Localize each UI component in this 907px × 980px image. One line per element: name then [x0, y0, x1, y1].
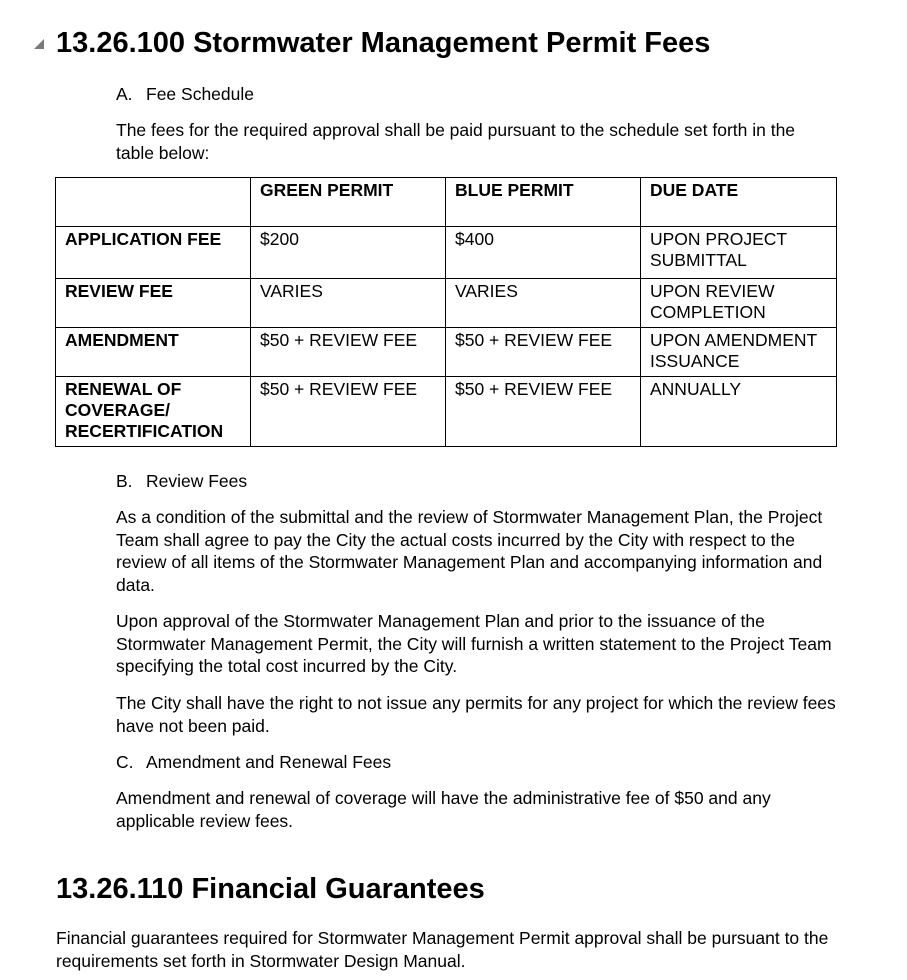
column-header: DUE DATE [641, 178, 837, 227]
table-cell: $400 [446, 227, 641, 279]
fee-schedule-table [55, 177, 837, 447]
row-label: APPLICATION FEE [56, 227, 251, 279]
table-cell: UPON AMENDMENT ISSUANCE [641, 328, 837, 377]
table-cell: $200 [251, 227, 446, 279]
table-row [56, 227, 837, 279]
table-cell: $50 + REVIEW FEE [251, 328, 446, 377]
row-label: AMENDMENT [56, 328, 251, 377]
subsection-letter: C. [116, 752, 134, 772]
subsection-c-heading [116, 751, 391, 773]
table-cell: UPON PROJECT SUBMITTAL [641, 227, 837, 279]
table-row [56, 279, 837, 328]
amendment-fees-paragraph: Amendment and renewal of coverage will have the administrative fee of $50 and any applicable review fees. [116, 788, 771, 831]
table-row [56, 377, 837, 447]
fee-intro-paragraph: The fees for the required approval shall be paid pursuant to the schedule set forth in the table below: [116, 120, 796, 163]
subsection-b-heading [116, 470, 247, 492]
table-cell: ANNUALLY [641, 377, 837, 447]
column-header: GREEN PERMIT [251, 178, 446, 227]
subsection-title: Review Fees [146, 471, 248, 491]
financial-guarantees-paragraph: Financial guarantees required for Stormwater Management Permit approval shall be pursuant to the requirements set forth in Stormwater Design Manual. [56, 928, 829, 971]
table-cell: $50 + REVIEW FEE [446, 328, 641, 377]
review-fees-paragraph: As a condition of the submittal and the review of Stormwater Management Plan, the Project Team shall agree to pay the City the actual costs incurred by the City with respect to the review of all items of the Stormwater Management Plan and accompanying information and data. [116, 507, 823, 596]
subsection-letter: B. [116, 471, 133, 491]
table-row [56, 328, 837, 377]
table-cell: $50 + REVIEW FEE [446, 377, 641, 447]
table-cell: UPON REVIEW COMPLETION [641, 279, 837, 328]
unpaid-fees-paragraph: The City shall have the right to not issue any permits for any project for which the review fees have not been paid. [116, 693, 836, 736]
table-cell: $50 + REVIEW FEE [251, 377, 446, 447]
subsection-title: Amendment and Renewal Fees [146, 752, 392, 772]
section-heading: 13.26.100 Stormwater Management Permit Fees [56, 27, 711, 59]
table-cell: VARIES [446, 279, 641, 328]
column-header: BLUE PERMIT [446, 178, 641, 227]
collapse-heading-icon[interactable] [34, 39, 44, 49]
subsection-a-heading [116, 83, 254, 105]
row-label: RENEWAL OF COVERAGE/ RECERTIFICATION [56, 377, 251, 447]
table-cell: VARIES [251, 279, 446, 328]
row-label: REVIEW FEE [56, 279, 251, 328]
review-statement-paragraph: Upon approval of the Stormwater Management Plan and prior to the issuance of the Stormwater Management Permit, the City will furnish a written statement to the Project Team specifying the total cost incurred by the City. [116, 611, 832, 677]
subsection-title: Fee Schedule [146, 84, 254, 104]
column-header [56, 178, 251, 227]
subsection-letter: A. [116, 84, 133, 104]
table-header-row [56, 178, 837, 227]
section-heading: 13.26.110 Financial Guarantees [56, 873, 485, 905]
